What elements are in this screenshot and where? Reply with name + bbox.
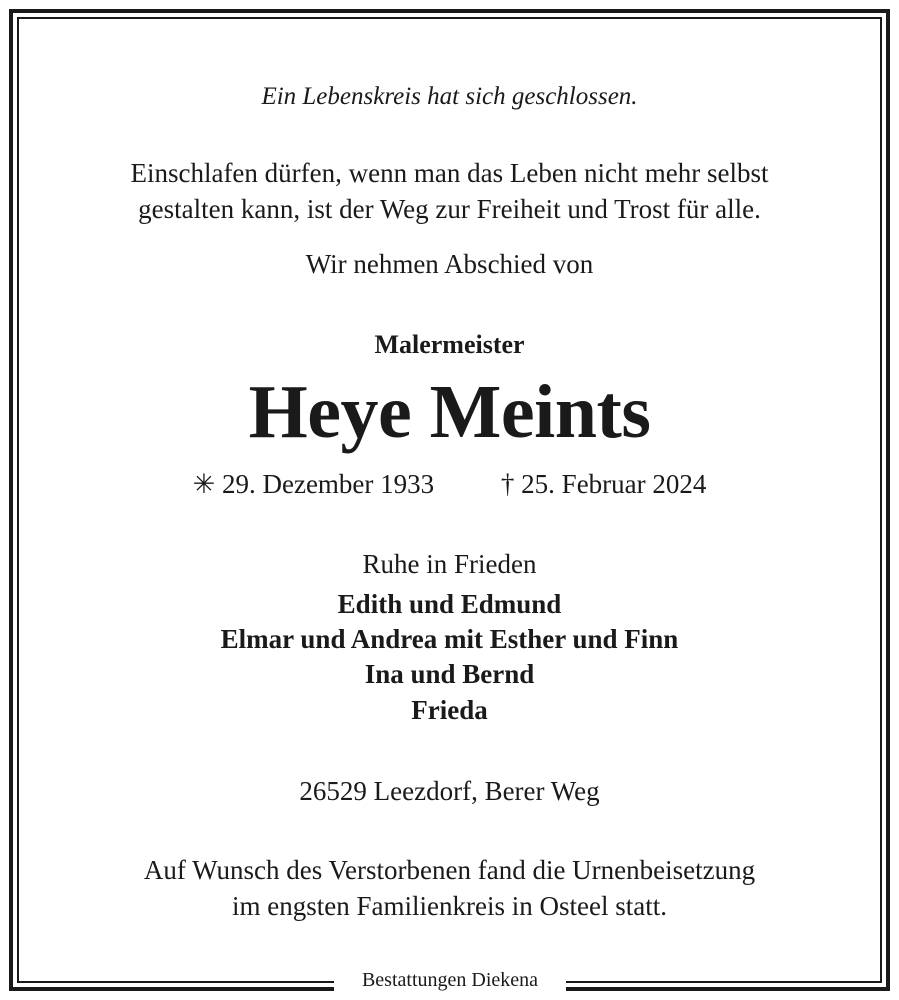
profession: Malermeister [374, 330, 525, 359]
burial-notice-line-1: Auf Wunsch des Verstorbenen fand die Urnenbeisetzung [143, 855, 756, 885]
rest-in-peace: Ruhe in Frieden [362, 549, 537, 579]
death-date: † 25. Februar 2024 [500, 469, 707, 499]
quote-line-1: Einschlafen dürfen, wenn man das Leben nicht mehr selbst [130, 158, 769, 188]
burial-notice-line-2: im engsten Familienkreis in Osteel statt. [232, 891, 667, 921]
birth-date: ✳ 29. Dezember 1933 [192, 469, 435, 499]
quote-line-2: gestalten kann, ist der Weg zur Freiheit und Trost für alle. [138, 194, 761, 224]
undertaker-credit: Bestattungen Diekena [334, 965, 566, 995]
deceased-name: Heye Meints [248, 370, 651, 454]
farewell-text: Wir nehmen Abschied von [305, 249, 594, 279]
mourner-line: Elmar und Andrea mit Esther und Finn [220, 624, 679, 654]
mourner-line: Edith und Edmund [337, 589, 562, 619]
life-dates [0, 471, 899, 498]
mourner-line: Ina und Bernd [364, 659, 535, 689]
motto: Ein Lebenskreis hat sich geschlossen. [261, 83, 638, 110]
mourner-line: Frieda [411, 695, 488, 725]
address: 26529 Leezdorf, Berer Weg [299, 776, 600, 806]
